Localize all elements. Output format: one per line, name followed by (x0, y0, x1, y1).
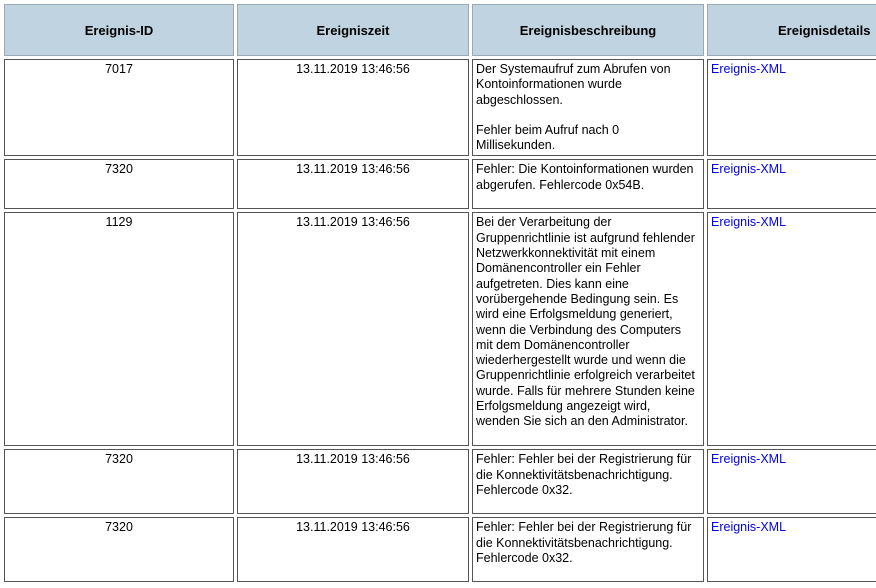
event-id-cell: 1129 (4, 212, 234, 446)
header-event-id: Ereignis-ID (4, 4, 234, 56)
table-row (4, 449, 876, 514)
event-time-cell: 13.11.2019 13:46:56 (237, 159, 469, 209)
event-id-cell: 7320 (4, 159, 234, 209)
event-details-cell (707, 212, 876, 446)
table-row (4, 212, 876, 446)
event-details-cell (707, 449, 876, 514)
header-event-details: Ereignisdetails (707, 4, 876, 56)
event-description-cell: Fehler: Fehler bei der Registrierung für die Konnektivitätsbenachrichtigung. Fehlercode 0x32. (472, 449, 704, 514)
header-row (4, 4, 876, 56)
event-details-cell (707, 517, 876, 582)
event-description-cell (472, 59, 704, 156)
event-details-cell (707, 59, 876, 156)
event-details-cell (707, 159, 876, 209)
event-xml-link[interactable]: Ereignis-XML (711, 215, 787, 230)
event-time-cell: 13.11.2019 13:46:56 (237, 59, 469, 156)
table-row (4, 159, 876, 209)
event-time-cell: 13.11.2019 13:46:56 (237, 212, 469, 446)
header-event-description: Ereignisbeschreibung (472, 4, 704, 56)
event-id-cell: 7320 (4, 449, 234, 514)
event-id-cell: 7017 (4, 59, 234, 156)
event-description-cell: Bei der Verarbeitung der Gruppenrichtlinie ist aufgrund fehlender Netzwerkkonnektivität mit einem Domänencontroller ein Fehler aufgetreten. Dies kann eine vorübergehende Bedingung sein. Es wird eine Erfolgsmeldung generiert, wenn die Verbindung des Computers mit dem Domänencontroller wiederhergestellt wurde und wenn die Gruppenrichtlinie erfolgreich verarbeitet wurde. Falls für mehrere Stunden keine Erfolgsmeldung angezeigt wird, wenden Sie sich an den Administrator. (472, 212, 704, 446)
event-xml-link[interactable]: Ereignis-XML (711, 162, 787, 177)
event-xml-link[interactable]: Ereignis-XML (711, 452, 787, 467)
event-table (1, 1, 876, 585)
event-time-cell: 13.11.2019 13:46:56 (237, 449, 469, 514)
event-description-cell: Fehler: Die Kontoinformationen wurden abgerufen. Fehlercode 0x54B. (472, 159, 704, 209)
table-row (4, 59, 876, 156)
event-id-cell: 7320 (4, 517, 234, 582)
event-description-text: Der Systemaufruf zum Abrufen von Kontoinformationen wurde abgeschlossen. (476, 62, 671, 107)
event-xml-link[interactable]: Ereignis-XML (711, 62, 787, 76)
event-description-cell: Fehler: Fehler bei der Registrierung für die Konnektivitätsbenachrichtigung. Fehlercode 0x32. (472, 517, 704, 582)
event-xml-link[interactable]: Ereignis-XML (711, 520, 787, 535)
header-event-time: Ereigniszeit (237, 4, 469, 56)
event-time-cell: 13.11.2019 13:46:56 (237, 517, 469, 582)
event-description-extra: Fehler beim Aufruf nach 0 Millisekunden. (476, 122, 620, 153)
table-row (4, 517, 876, 582)
